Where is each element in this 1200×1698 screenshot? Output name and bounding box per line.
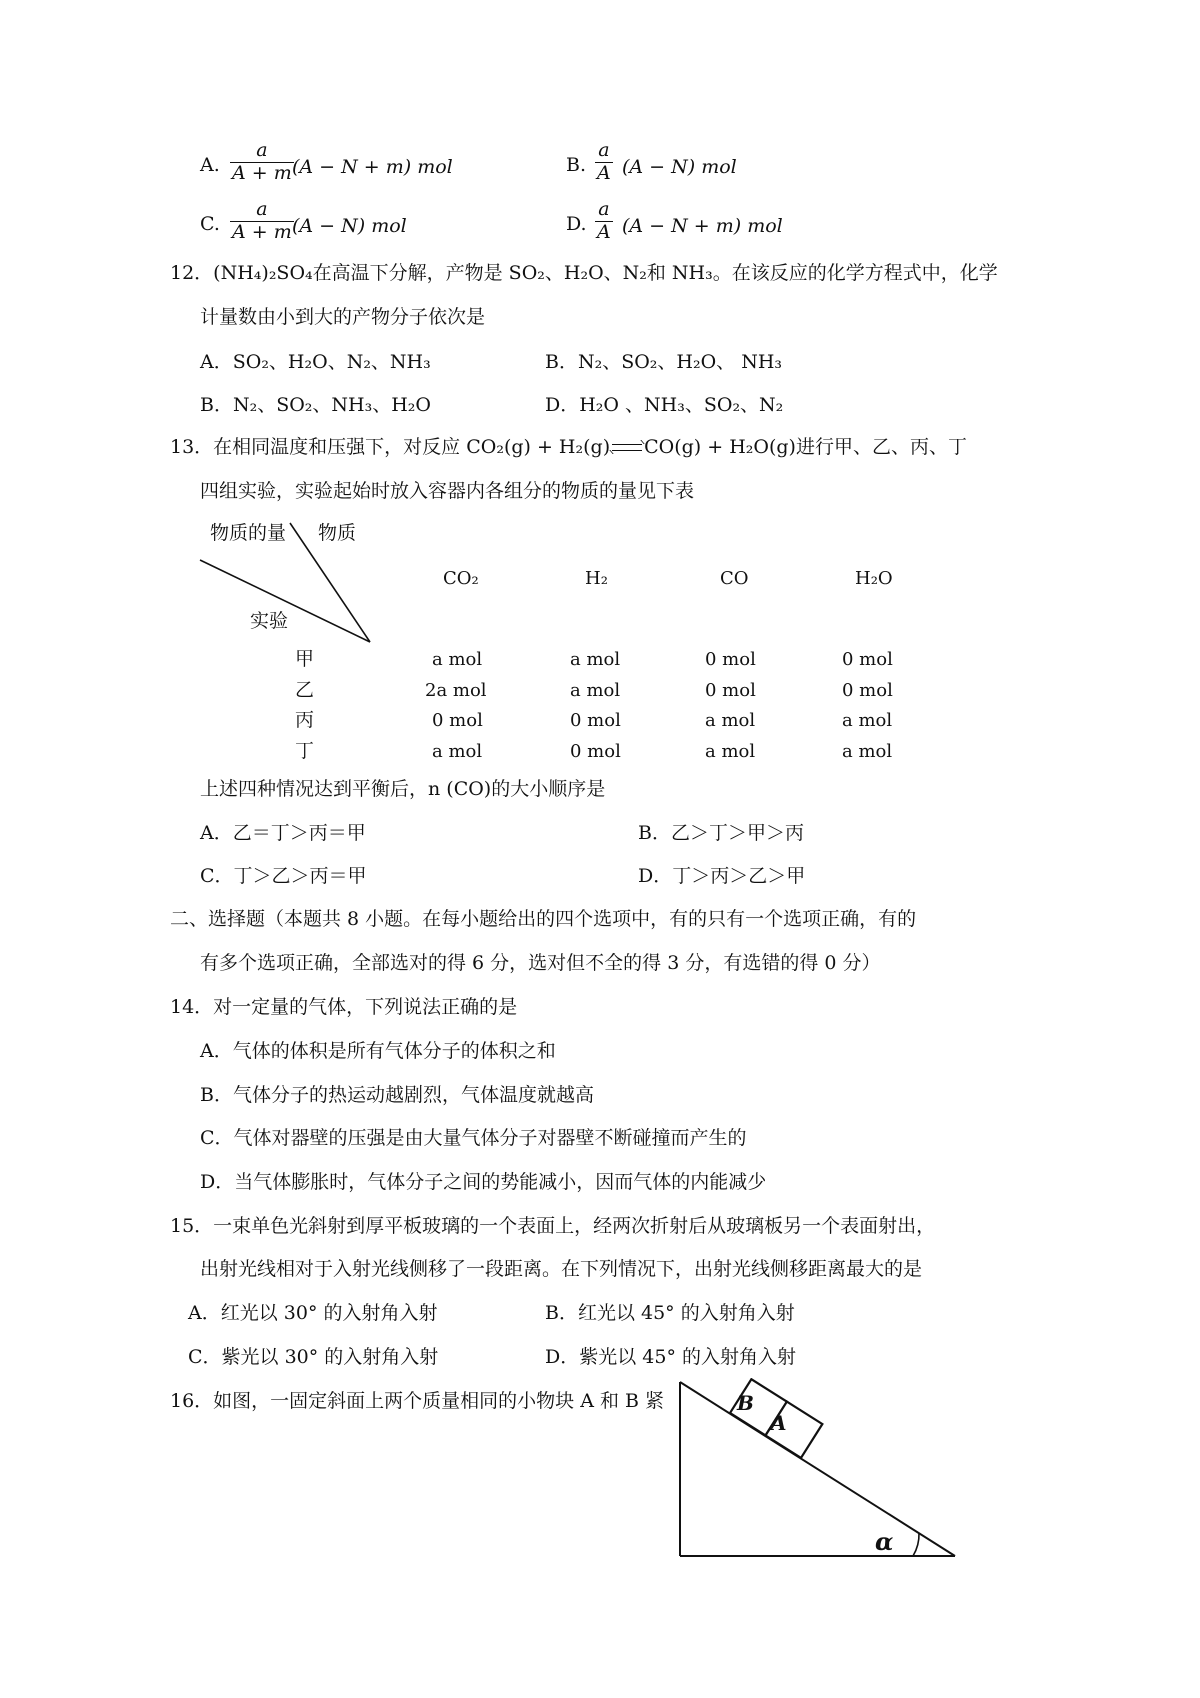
table-col-header: CO₂ bbox=[443, 568, 479, 589]
q11-option-b-numerator: a bbox=[598, 139, 610, 161]
q11-option-c-fraction bbox=[230, 199, 294, 244]
table-corner-top-left: 物质的量 bbox=[210, 522, 287, 544]
q11-option-a-fraction bbox=[230, 140, 294, 185]
q11-option-d-numerator: a bbox=[598, 198, 610, 220]
q12-option-2: B．N₂、SO₂、H₂O、 NH₃ bbox=[545, 351, 783, 373]
q12-line2: 计量数由小到大的产物分子依次是 bbox=[200, 306, 486, 328]
table-cell: 2a mol bbox=[425, 680, 487, 701]
q13-option-c: C．丁＞乙＞丙＝甲 bbox=[200, 865, 367, 887]
q15-option-a: A．红光以 30° 的入射角入射 bbox=[188, 1302, 438, 1324]
table-row-label: 乙 bbox=[295, 679, 315, 701]
equilibrium-arrow-icon bbox=[612, 441, 642, 455]
table-cell: 0 mol bbox=[705, 680, 756, 701]
table-cell: a mol bbox=[570, 680, 621, 701]
q11-option-a-numerator: a bbox=[256, 139, 268, 161]
table-corner-top-right: 物质 bbox=[318, 522, 357, 544]
table-cell: a mol bbox=[842, 741, 893, 762]
block-b-label: B bbox=[737, 1391, 754, 1415]
table-col-header: CO bbox=[720, 568, 749, 589]
table-cell: 0 mol bbox=[842, 680, 893, 701]
q13-line1-start: 13．在相同温度和压强下，对反应 CO₂(g) + H₂(g) bbox=[170, 436, 611, 458]
q12-option-1: A．SO₂、H₂O、N₂、NH₃ bbox=[200, 351, 431, 373]
q14-option-d: D．当气体膨胀时，气体分子之间的势能减小，因而气体的内能减少 bbox=[200, 1171, 767, 1193]
table-cell: a mol bbox=[842, 710, 893, 731]
table-corner-bottom: 实验 bbox=[250, 610, 289, 632]
table-cell: a mol bbox=[705, 710, 756, 731]
table-cell: 0 mol bbox=[842, 649, 893, 670]
q12-line1: 12．(NH₄)₂SO₄在高温下分解，产物是 SO₂、H₂O、N₂和 NH₃。在该反应的化学方程式中，化学 bbox=[170, 262, 998, 284]
q15-line2: 出射光线相对于入射光线侧移了一段距离。在下列情况下，出射光线侧移距离最大的是 bbox=[200, 1258, 923, 1280]
q12-option-3: B．N₂、SO₂、NH₃、H₂O bbox=[200, 394, 431, 416]
q13-option-a: A．乙＝丁＞丙＝甲 bbox=[200, 822, 366, 844]
q15-option-c: C．紫光以 30° 的入射角入射 bbox=[188, 1346, 439, 1368]
angle-alpha-label: α bbox=[875, 1527, 894, 1556]
q11-option-b-label: B. bbox=[566, 154, 587, 176]
table-cell: a mol bbox=[705, 741, 756, 762]
q14-option-a: A．气体的体积是所有气体分子的体积之和 bbox=[200, 1040, 556, 1062]
incline-drawing bbox=[670, 1378, 970, 1563]
table-cell: a mol bbox=[432, 649, 483, 670]
q11-option-d-label: D. bbox=[566, 213, 587, 235]
q11-option-a-tail: (A − N + m) mol bbox=[292, 156, 453, 178]
q11-option-d-tail: (A − N + m) mol bbox=[622, 215, 783, 237]
q11-option-b-denominator: A bbox=[597, 161, 611, 184]
table-cell: 0 mol bbox=[705, 649, 756, 670]
table-cell: a mol bbox=[432, 741, 483, 762]
q13-line1 bbox=[170, 438, 967, 457]
q12-option-4: D．H₂O 、NH₃、SO₂、N₂ bbox=[545, 394, 784, 416]
q13-line2: 四组实验，实验起始时放入容器内各组分的物质的量见下表 bbox=[200, 480, 695, 502]
q16-stem: 16．如图，一固定斜面上两个质量相同的小物块 A 和 B 紧 bbox=[170, 1390, 665, 1412]
q11-option-d-fraction bbox=[595, 199, 613, 244]
q15-line1: 15．一束单色光斜射到厚平板玻璃的一个表面上，经两次折射后从玻璃板另一个表面射出， bbox=[170, 1215, 936, 1237]
q11-option-c-numerator: a bbox=[256, 198, 268, 220]
table-row-label: 甲 bbox=[295, 648, 315, 670]
q11-option-b-tail: (A − N) mol bbox=[622, 156, 737, 178]
block-a-label: A bbox=[771, 1411, 787, 1435]
q13-option-d: D．丁＞丙＞乙＞甲 bbox=[638, 865, 806, 887]
q11-option-b-fraction bbox=[595, 140, 613, 185]
q14-option-b: B．气体分子的热运动越剧烈，气体温度就越高 bbox=[200, 1084, 594, 1106]
q15-option-b: B．红光以 45° 的入射角入射 bbox=[545, 1302, 795, 1324]
q11-option-a-label: A. bbox=[200, 154, 220, 176]
table-cell: 0 mol bbox=[432, 710, 483, 731]
q13-option-b: B．乙＞丁＞甲＞丙 bbox=[638, 822, 804, 844]
q11-option-d-denominator: A bbox=[597, 220, 611, 243]
section2-line1: 二、选择题（本题共 8 小题。在每小题给出的四个选项中，有的只有一个选项正确，有的 bbox=[170, 908, 917, 930]
q14-option-c: C．气体对器壁的压强是由大量气体分子对器壁不断碰撞而产生的 bbox=[200, 1127, 747, 1149]
q11-option-c-tail: (A − N) mol bbox=[292, 215, 407, 237]
table-cell: a mol bbox=[570, 649, 621, 670]
table-col-header: H₂ bbox=[585, 568, 608, 589]
table-cell: 0 mol bbox=[570, 741, 621, 762]
q14-stem: 14．对一定量的气体，下列说法正确的是 bbox=[170, 996, 518, 1018]
table-row-label: 丙 bbox=[295, 709, 315, 731]
q15-option-d: D．紫光以 45° 的入射角入射 bbox=[545, 1346, 796, 1368]
table-col-header: H₂O bbox=[855, 568, 893, 589]
table-row-label: 丁 bbox=[295, 740, 315, 762]
table-cell: 0 mol bbox=[570, 710, 621, 731]
q13-question: 上述四种情况达到平衡后，n (CO)的大小顺序是 bbox=[200, 778, 606, 800]
q11-option-c-denominator: A + m bbox=[232, 220, 292, 243]
q13-line1-end: CO(g) + H₂O(g)进行甲、乙、丙、丁 bbox=[644, 436, 967, 458]
q11-option-a-denominator: A + m bbox=[232, 161, 292, 184]
q11-option-c-label: C. bbox=[200, 213, 220, 235]
section2-line2: 有多个选项正确，全部选对的得 6 分，选对但不全的得 3 分，有选错的得 0 分） bbox=[200, 952, 881, 974]
